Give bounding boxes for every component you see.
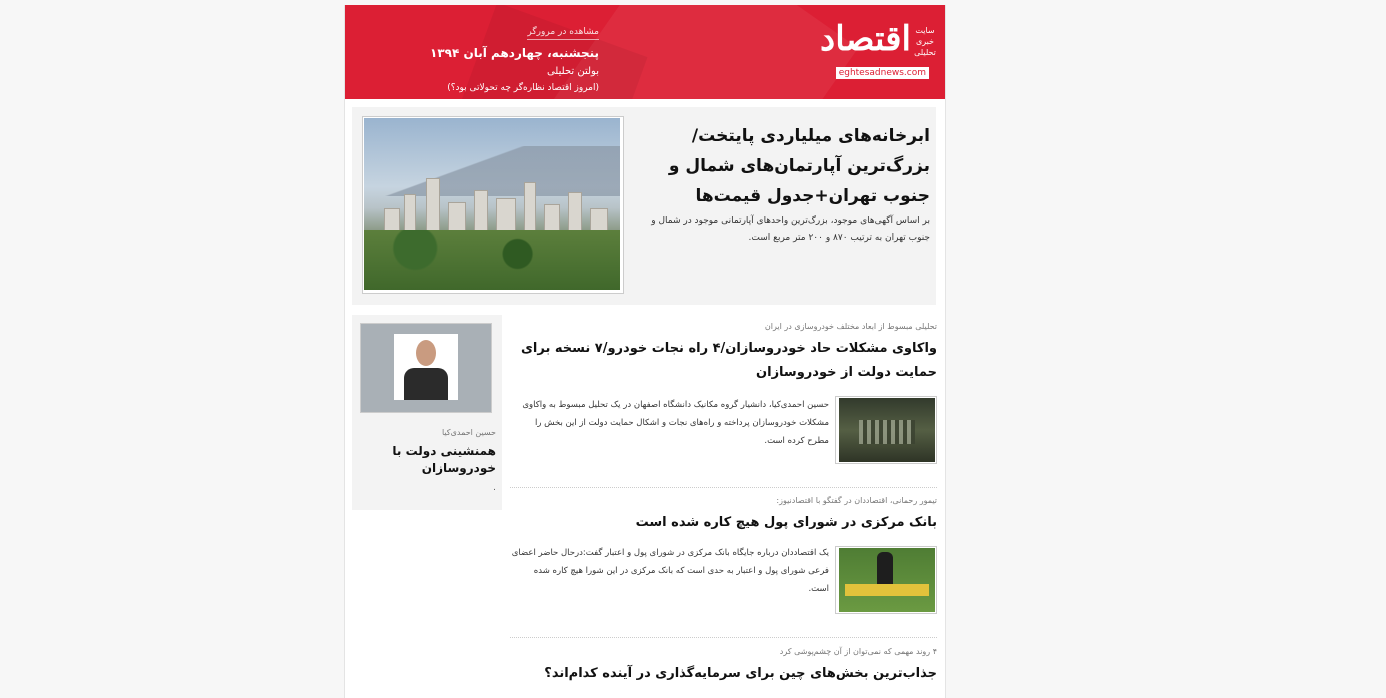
newsletter-page [344,5,946,698]
issue-date: پنجشنبه، چهاردهم آبان ۱۳۹۴ [430,46,599,60]
article-thumbnail[interactable] [835,396,937,464]
view-in-browser-link[interactable]: مشاهده در مرورگر [527,27,599,40]
sidebar-column [352,315,502,510]
factory-photo [839,398,935,462]
person-on-bench-photo [839,548,935,612]
article-description: یک اقتصاددان درباره جایگاه بانک مرکزی در شورای پول و اعتبار گفت:درحال حاضر اعضای فرعی شورای پول و اعتبار به حدی است که بانک مرکزی در این شورا هیچ کاره شده است. [511,548,829,594]
lead-story [352,107,936,305]
bulletin-subtitle: (امروز اقتصاد نظاره‌گر چه تحولاتی بود؟) [447,83,599,93]
portrait-image [394,334,458,400]
logo-word: اقتصاد [820,19,911,59]
logo-url: eghtesadnews.com [836,67,929,79]
article-title[interactable]: بانک مرکزی در شورای پول هیچ کاره شده است [635,515,937,530]
article-description: حسین احمدی‌کیا، دانشیار گروه مکانیک دانشگاه اصفهان در یک تحلیل مبسوط به واکاوی مشکلات خودروسازان پرداخته و راه‌های نجات و اشکال حمایت دولت از این بخش را مطرح کرده است. [522,400,829,446]
author-photo[interactable] [360,323,492,413]
article-item [510,496,937,621]
lead-story-title[interactable]: ابرخانه‌های میلیاردی پایتخت/بزرگ‌ترین آپارتمان‌های شمال و جنوب تهران+جدول قیمت‌ها [668,126,930,206]
sidebar-title[interactable]: همنشینی دولت با خودروسازان [392,444,496,475]
article-title[interactable]: جذاب‌ترین بخش‌های چین برای سرمایه‌گذاری در آینده کدام‌اند؟ [544,666,937,681]
header-info [359,19,599,93]
sidebar-dot: . [493,483,496,493]
divider [510,637,937,638]
tehran-city-photo [364,118,620,290]
header-banner [345,5,945,99]
article-item [510,647,937,697]
bulletin-label: بولتن تحلیلی [546,66,599,77]
lead-story-description: بر اساس آگهی‌های موجود، بزرگ‌ترین واحدهای آپارتمانی موجود در شمال و جنوب تهران به ترتیب ۸۷۰ و ۲۰۰ متر مربع است. [651,216,930,243]
logo-tagline: سایت خبری تحلیلی [914,26,936,57]
lead-story-image[interactable] [362,116,624,294]
article-kicker: تحلیلی مبسوط از ابعاد مختلف خودروسازی در ایران [764,322,937,331]
article-item [510,322,937,472]
article-title[interactable]: واکاوی مشکلات حاد خودروسازان/۴ راه نجات خودرو/۷ نسخه برای حمایت دولت از خودروسازان [521,341,937,380]
divider [510,487,937,488]
article-kicker: تیمور رحمانی، اقتصاددان در گفتگو با اقتصادنیوز: [776,496,937,505]
article-thumbnail[interactable] [835,546,937,614]
sidebar-author: حسین احمدی‌کیا [441,428,496,437]
article-kicker: ۴ روند مهمی که نمی‌توان از آن چشم‌پوشی کرد [779,647,937,656]
site-logo[interactable] [820,17,937,83]
